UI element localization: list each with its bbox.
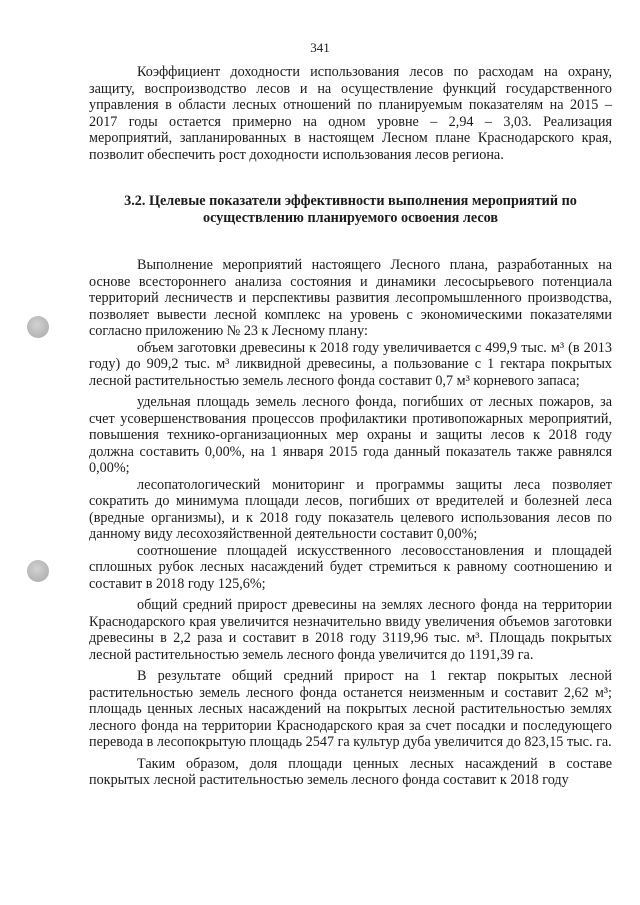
punch-hole <box>27 316 49 338</box>
intro-paragraph: Коэффициент доходности использования лесов по расходам на охрану, защиту, воспроизводство лесов и на осуществление функций государственного управления в области лесных отношений по планируемым показателям на 2015 – 2017 годы остается примерно на одном уровне – 2,94 – 3,03. Реализация мероприятий, запланированных в настоящем Лесном плане Краснодарского края, позволит обеспечить рост доходности использования лесов региона. <box>89 64 612 163</box>
result-paragraph: В результате общий средний прирост на 1 гектар покрытых лесной растительностью земель лесного фонда останется неизменным и составит 2,62 м³; площадь ценных лесных насаждений на покрытых лесной растительностью землях лесного фонда на территории Краснодарского края за счет посадки и последующего перевода в лесопокрытую площадь 2547 га культур дуба увеличится до 823,15 тыс. га. <box>89 668 612 750</box>
page-body <box>89 64 612 789</box>
list-item: удельная площадь земель лесного фонда, погибших от лесных пожаров, за счет усовершенствования процессов профилактики противопожарных мероприятий, повышения технико-организационных мер охраны и защиты лесов к 2018 году должна составить 0,00%, на 1 января 2015 года данный показатель также равнялся 0,00%; <box>89 394 612 476</box>
list-item: объем заготовки древесины к 2018 году увеличивается с 499,9 тыс. м³ (в 2013 году) до 909,2 тыс. м³ ликвидной древесины, а пользование с 1 гектара покрытых лесной растительностью земель лесного фонда составит 0,7 м³ корневого запаса; <box>89 339 612 389</box>
lead-paragraph: Выполнение мероприятий настоящего Лесного плана, разработанных на основе всестороннего анализа состояния и динамики лесосырьевого потенциала территорий лесничеств и перспективы развития лесопромышленного производства, позволяет вывести лесной комплекс на уровень с экономическими показателями согласно приложению № 23 к Лесному плану: <box>89 257 612 339</box>
list-item: общий средний прирост древесины на землях лесного фонда на территории Краснодарского края увеличится незначительно ввиду увеличения объемов заготовки древесины в 2,2 раза и составит в 2018 году 3119,96 тыс. м³. Площадь покрытых лесной растительностью земель лесного фонда увеличится до 1191,39 га. <box>89 597 612 663</box>
list-item: лесопатологический мониторинг и программы защиты леса позволяет сократить до минимума площади лесов, погибших от вредителей и болезней леса (вредные организмы), и к 2018 году показатель целевого использования лесов по данному виду лесохозяйственной деятельности составит 0,00%; <box>89 476 612 542</box>
section-heading: 3.2. Целевые показатели эффективности выполнения мероприятий по осуществлению планируемого освоения лесов <box>124 193 577 226</box>
page-number: 341 <box>310 40 330 55</box>
list-item: соотношение площадей искусственного лесовосстановления и площадей сплошных рубок лесных насаждений будет стремиться к равному соотношению и составит в 2018 году 125,6%; <box>89 542 612 592</box>
punch-hole <box>27 560 49 582</box>
closing-paragraph: Таким образом, доля площади ценных лесных насаждений в составе покрытых лесной растительностью земель лесного фонда составит к 2018 году <box>89 755 612 788</box>
